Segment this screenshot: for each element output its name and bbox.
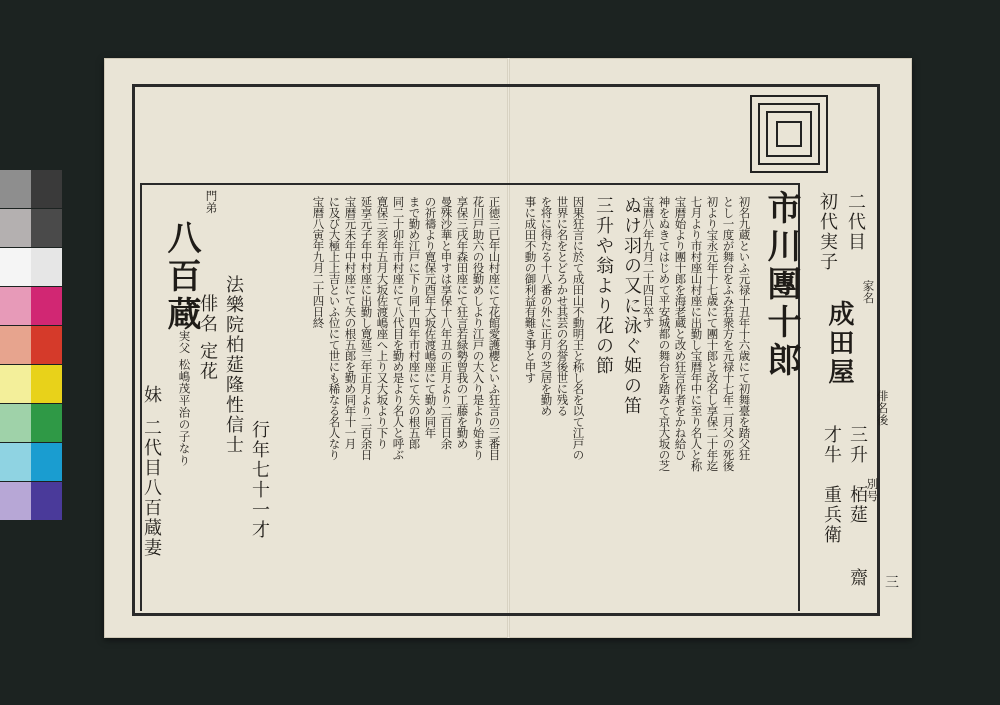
body-column: を将に得たる十八番の外に正月の芝居を勤め <box>539 196 554 416</box>
poem-line: 三升や翁より花の節 <box>593 196 614 376</box>
page-number: 三 <box>885 575 899 591</box>
body-column: 七月より市村座山村座に出勤し宝暦年中に至り名人と称 <box>689 196 704 471</box>
haikai-names: 三升 栢莚 <box>847 425 868 525</box>
color-swatch <box>0 209 31 247</box>
mimasu-crest-icon <box>750 95 828 173</box>
color-calibration-strip <box>0 170 62 522</box>
sister-name: 二代目八百蔵妻 <box>141 418 162 558</box>
alias-names: 才牛 重兵衛 <box>821 425 842 545</box>
color-swatch <box>31 248 62 286</box>
real-father: 実父 松嶋茂平治の子なり <box>177 330 192 467</box>
body-column: 初名九蔵といふ元禄十丑年十六歳にて初舞臺を踏父狂 <box>737 196 752 460</box>
color-swatch <box>31 443 62 481</box>
body-column: 神をぬきてはじめて平安城都の舞台を踏みて京大坂の芝 <box>657 196 672 471</box>
actor-name-title: 市川團十郎 <box>761 190 801 380</box>
color-swatch <box>0 248 31 286</box>
body-column: 花川戸助六の役勤めしより江戸の大入り是より始まり <box>471 196 486 460</box>
body-column: 正徳三巳年山村座にて花館愛護櫻といふ狂言の三番目 <box>487 196 502 460</box>
haimyo: 俳名 定花 <box>197 294 218 382</box>
color-swatch <box>31 209 62 247</box>
poem-line: ぬけ羽の又に泳ぐ姫の笛 <box>621 196 642 416</box>
haikai-label: 俳名後 <box>875 390 890 426</box>
color-swatch <box>0 404 31 442</box>
alias-label: 別号 <box>865 478 880 502</box>
body-column: に及び大極上上吉といふ位にて世にも稀なる名人なり <box>327 196 342 460</box>
body-column: 因果狂言に於て成田山不動明王と称し名を以て江戸の <box>571 196 586 460</box>
house-name: 成田屋 <box>824 300 854 387</box>
color-swatch <box>0 443 31 481</box>
color-swatch <box>0 482 31 520</box>
body-column: 延享元子年中村座に出勤し寛延三年正月より二百余日 <box>359 196 374 460</box>
body-column: 宝暦始より團十郎を海老蔵と改め狂言作者をかね給ひ <box>673 196 688 460</box>
disciple-name: 八百蔵 <box>161 220 201 334</box>
body-column: まで勤め江戸に下り同十四年市村座にて矢の根五郎 <box>407 196 422 449</box>
posthumous-name: 法樂院柏莚隆性信士 <box>223 275 244 455</box>
disciple-label: 門弟 <box>204 190 219 214</box>
color-swatch <box>0 170 31 208</box>
family-name-label: 家名 <box>861 280 876 304</box>
color-swatch <box>31 170 62 208</box>
body-column: 事に成田不動の御利益有難き事と申す <box>523 196 538 383</box>
sister-label: 妹 <box>141 385 162 405</box>
body-column: とし一度が舞台をふみ若衆方を元禄十七年二月父の死後 <box>721 196 736 471</box>
body-column: の祈禱より寛保元酉年大坂佐渡嶋座にて勤め同年 <box>423 196 438 438</box>
body-column: 宝暦八寅年九月二十四日終 <box>311 196 326 328</box>
color-swatch <box>31 482 62 520</box>
body-column: 宝暦八年九月二十四日卒す <box>641 196 656 328</box>
color-swatch <box>31 365 62 403</box>
body-column: 曼殊沙華と申すは享保十八年丑の正月より二百日余 <box>439 196 454 449</box>
color-swatch <box>31 287 62 325</box>
lineage-label: 初代実子 <box>817 192 838 272</box>
body-column: 寛保三亥年五月大坂佐渡嶋座へ上り又大坂より下り <box>375 196 390 449</box>
body-column: 宝暦元未年中村座にて矢の根五郎を勤め同年十一月 <box>343 196 358 449</box>
body-column: 世界に名をとどろかせ其芸の名誉後世に残る <box>555 196 570 416</box>
body-column: 享保三戌年森田座にて狂言若緑勢曾我の工藤を勤め <box>455 196 470 449</box>
generation-label: 二代目 <box>845 192 866 252</box>
color-swatch <box>0 365 31 403</box>
color-swatch <box>31 404 62 442</box>
color-swatch <box>0 326 31 364</box>
body-column: 初より宝永元年十七歳にて團十郎と改名し享保二十年迄 <box>705 196 720 471</box>
color-swatch <box>31 326 62 364</box>
studio-name: 齋 <box>847 568 868 588</box>
color-swatch <box>0 287 31 325</box>
body-column: 同二十卯年市村座にて八代目を勤め是より名人と呼ぶ <box>391 196 406 460</box>
age-at-death: 行年七十一才 <box>249 420 270 540</box>
